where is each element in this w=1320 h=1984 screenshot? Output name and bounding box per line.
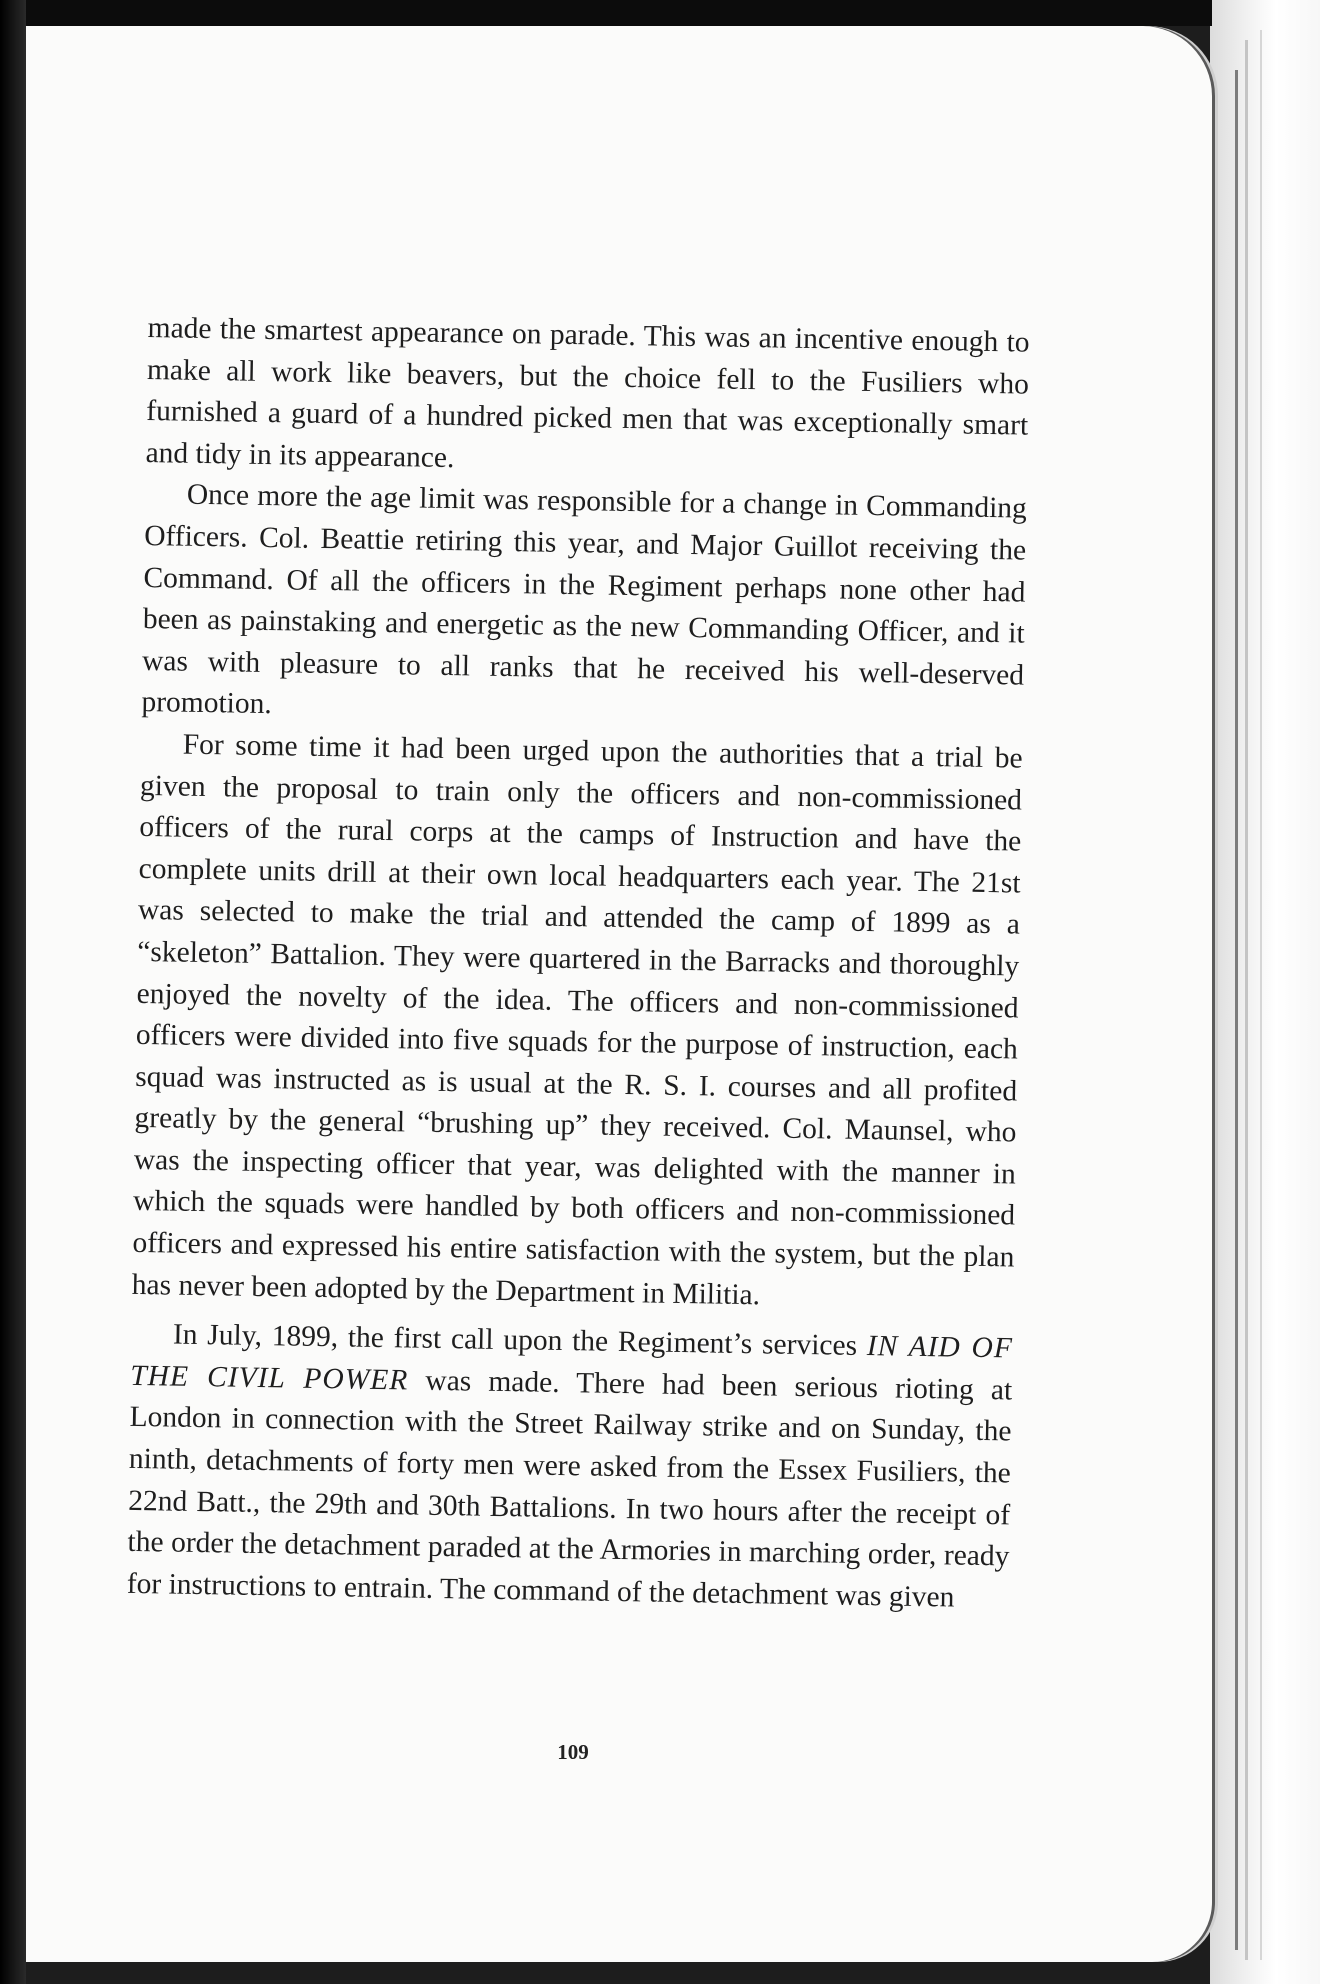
page-edge-stack [1210,0,1320,1984]
emphasis-text: IN AID OF THE CIVIL POWER [130,1330,1014,1397]
paragraph: For some time it had been urged upon the authorities that a trial be given the proposal to train only the officers and non-commissioned officers of the rural corps at the camps of Instruction and have the complete units drill at their own local headquarters each year. The 21st was selected to make the trial and attended the camp of 1899 as a “skeleton” Battalion. They were quartered in the Barracks and thoroughly enjoyed the novelty of the idea. The officers and non-commissioned officers were divided into five squads for the purpose of instruction, each squad was instructed as is usual at the R. S. I. courses and all profited greatly by the general “brushing up” they received. Col. Maunsel, who was the inspecting officer that year, was delighted with the manner in which the squads were handled by both officers and non-commissioned officers and expressed his entire satisfaction with the system, but the plan has never been adopted by the Department in Militia. [131,728,1023,1311]
paragraph: Once more the age limit was responsible for a change in Commanding Officers. Col. Beattie retiring this year, and Major Guillot receiving the Command. Of all the officers in the Regiment perhaps none other had been as painstaking and energetic as the new Commanding Officer, and it was with pleasure to all ranks that he received his well-deserved promotion. [141,479,1028,721]
paragraph-text: In July, 1899, the first call upon the Regiment’s services [172,1318,868,1363]
page-number: 109 [557,1740,589,1764]
scan-gutter-left [0,0,26,1984]
scan-top-shade [26,0,1212,26]
paragraph [126,1314,1013,1620]
paragraph: made the smartest appearance on parade. This was an incentive enough to make all work like beavers, but the choice fell to the Fusiliers who furnished a guard of a hundred picked men that was exceptionally smart and tidy in its appearance. [145,311,1030,474]
page-edge-line [1260,30,1262,1960]
body-text [126,308,1029,1620]
page-edge-line [1245,40,1248,1960]
page-edge-line [1235,70,1238,1950]
paragraph-text: was made. There had been serious rioting at London in connection with the Street Railway strike and on Sunday, the ninth, detachments of forty men were asked from the Essex Fusiliers, the 22nd Batt., the 29th and 30th Battalions. In two hours after the receipt of the order the detachment paraded at the Armories in marching order, ready for instructions to entrain. The command of the detachment was given [126,1364,1013,1614]
